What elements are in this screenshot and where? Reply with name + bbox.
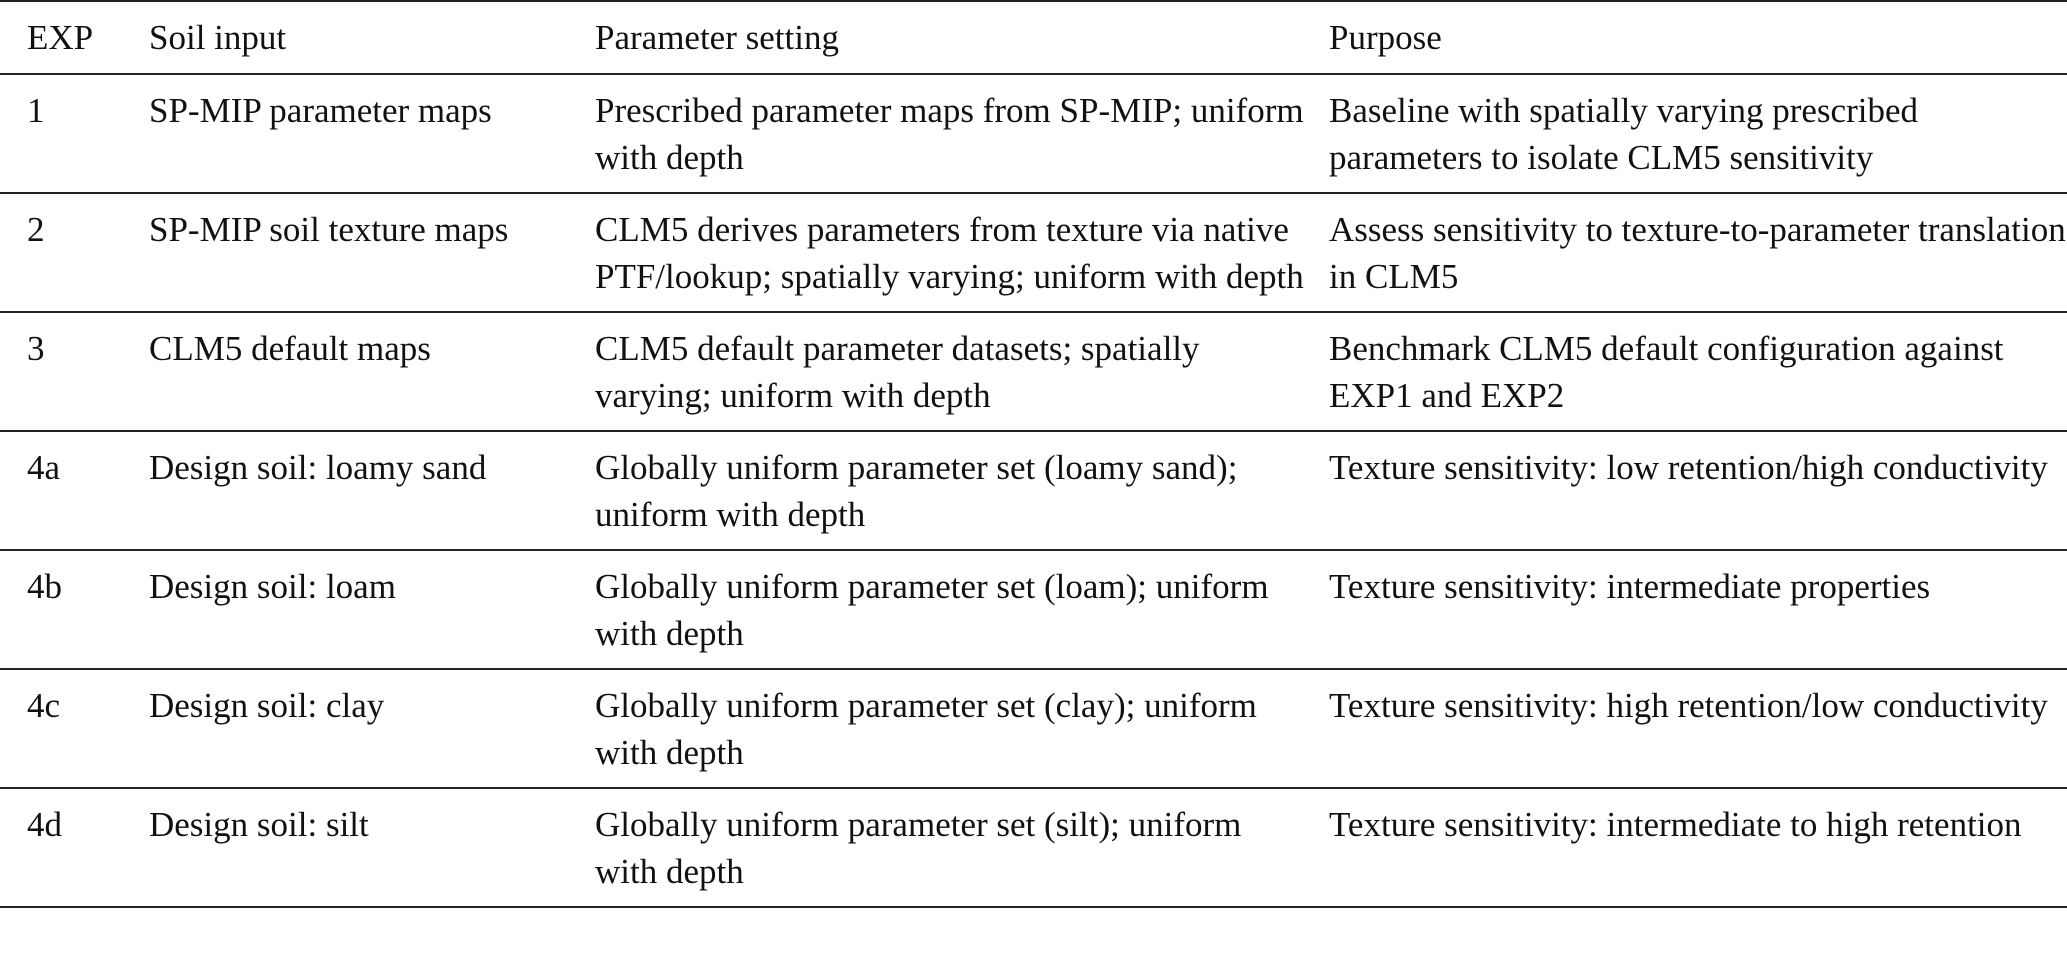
table-body [0, 74, 2067, 907]
cell-parameter-setting: Globally uniform parameter set (loamy sand); uniform with depth [595, 448, 1238, 534]
table-row [0, 312, 2067, 431]
table-row [0, 431, 2067, 550]
header-row [0, 1, 2067, 74]
cell-exp: 4a [27, 448, 61, 487]
cell-parameter-setting: Globally uniform parameter set (loam); uniform with depth [595, 567, 1269, 653]
header-parameter-setting: Parameter setting [595, 18, 839, 57]
cell-soil-input: Design soil: clay [149, 686, 385, 725]
cell-parameter-setting: CLM5 derives parameters from texture via native PTF/lookup; spatially varying; uniform with depth [595, 210, 1304, 296]
cell-purpose: Texture sensitivity: intermediate properties [1329, 567, 1931, 606]
cell-exp: 3 [27, 329, 45, 368]
cell-exp: 2 [27, 210, 45, 249]
table-row [0, 669, 2067, 788]
cell-soil-input: Design soil: loam [149, 567, 396, 606]
cell-parameter-setting: Prescribed parameter maps from SP-MIP; uniform with depth [595, 91, 1304, 177]
cell-soil-input: CLM5 default maps [149, 329, 431, 368]
cell-purpose: Benchmark CLM5 default configuration against EXP1 and EXP2 [1329, 329, 2004, 415]
cell-exp: 4d [27, 805, 62, 844]
cell-parameter-setting: Globally uniform parameter set (clay); uniform with depth [595, 686, 1257, 772]
table-row [0, 550, 2067, 669]
cell-exp: 1 [27, 91, 45, 130]
cell-parameter-setting: CLM5 default parameter datasets; spatially varying; uniform with depth [595, 329, 1200, 415]
cell-parameter-setting: Globally uniform parameter set (silt); uniform with depth [595, 805, 1242, 891]
table-row [0, 788, 2067, 907]
cell-purpose: Texture sensitivity: low retention/high conductivity [1329, 448, 2048, 487]
cell-soil-input: Design soil: silt [149, 805, 369, 844]
cell-exp: 4b [27, 567, 62, 606]
header-soil-input: Soil input [149, 18, 287, 57]
table-row [0, 74, 2067, 193]
cell-soil-input: Design soil: loamy sand [149, 448, 487, 487]
header-exp: EXP [27, 18, 94, 57]
cell-purpose: Texture sensitivity: high retention/low conductivity [1329, 686, 2048, 725]
header-purpose: Purpose [1329, 18, 1442, 57]
cell-purpose: Baseline with spatially varying prescribed parameters to isolate CLM5 sensitivity [1329, 91, 1919, 177]
cell-exp: 4c [27, 686, 61, 725]
table-header [0, 1, 2067, 74]
cell-soil-input: SP-MIP parameter maps [149, 91, 492, 130]
cell-purpose: Texture sensitivity: intermediate to high retention [1329, 805, 2022, 844]
table-row [0, 193, 2067, 312]
cell-soil-input: SP-MIP soil texture maps [149, 210, 509, 249]
cell-purpose: Assess sensitivity to texture-to-parameter translation in CLM5 [1329, 210, 2066, 296]
